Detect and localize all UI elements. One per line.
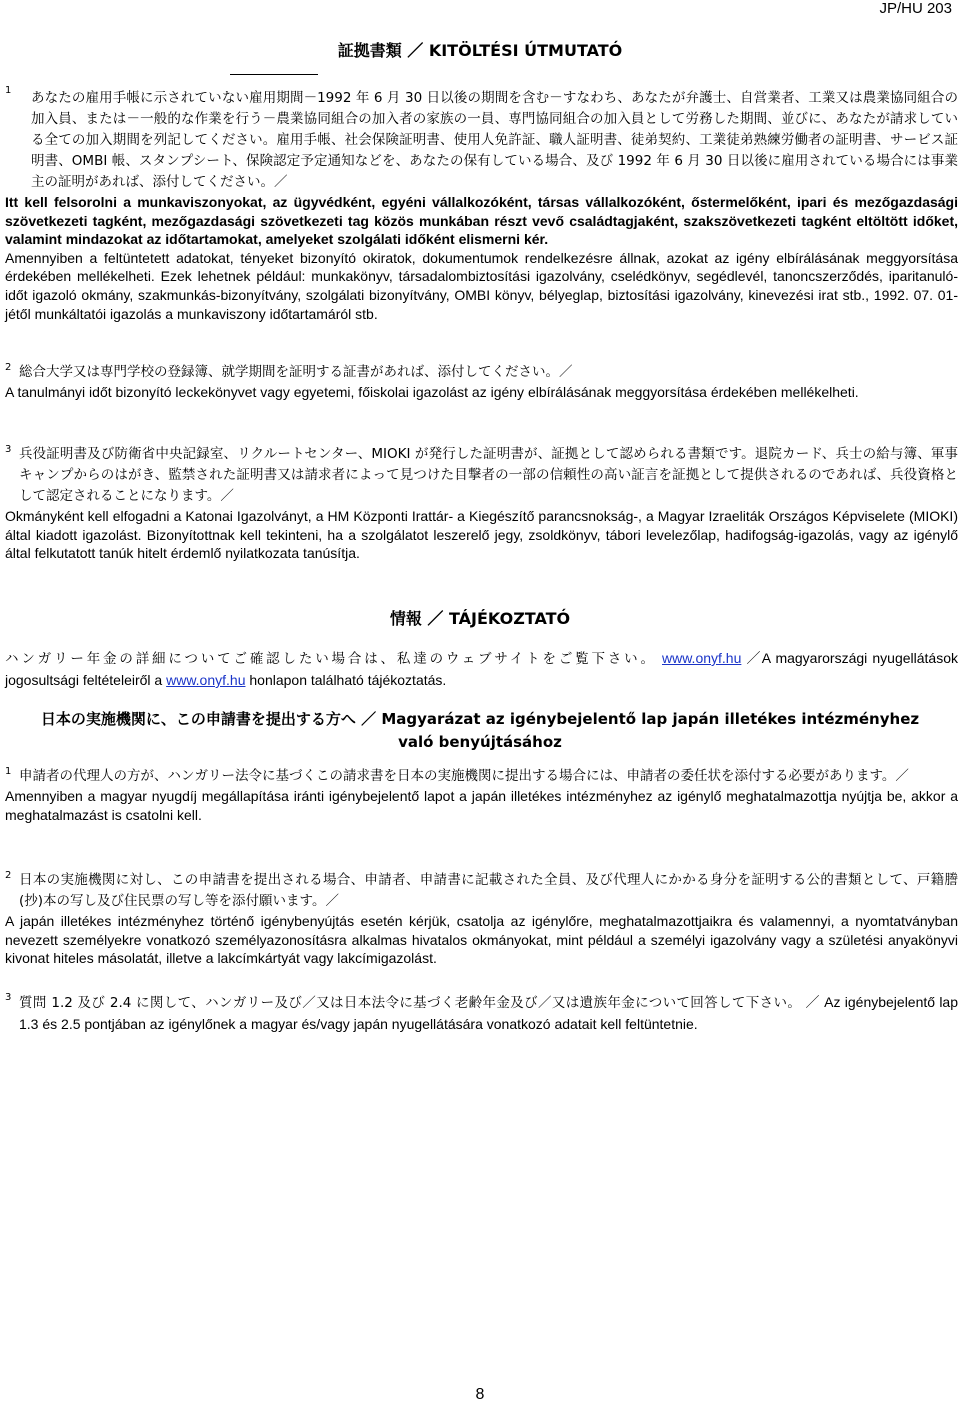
info-hu-text-a: ／A magyarországi nyugellátások jogosultsági feltételeiről a [5,650,958,688]
item-number: 3 [5,444,12,455]
page-number: 8 [475,1386,485,1403]
submission-item-1 [5,766,958,824]
evidence-title: 証拠書類 ／ KITÖLTÉSI ÚTMUTATÓ [337,41,623,60]
info-jp-text: ハンガリー年金の詳細についてご確認したい場合は、私達のウェブサイトをご覧下さい。 [5,651,657,667]
info-hu-text-b: honlapon található tájékoztatás. [245,672,447,688]
item-hu-text: Amennyiben a feltüntetett adatokat, tényeket bizonyító okiratok, dokumentumok rendelkezésre állnak, azokat az igény elbírálásának meggyorsítása érdekében mellékelheti. Ezek lehetnek például: munkakönyv, társadalombiztosítási igazolvány, cselédkönyv, segédlevél, tanoncszerződés, iparitanuló-időt igazoló okmány, szakmunkás-bizonyítvány, szolgálati bizonyítvány, OMBI könyv, bélyeglap, biztosítási igazolvány, kinevezési irat stb., 1992. 07. 01-jétől munkáltatói igazolás a munkaviszony időtartamáról stb. [5,249,958,322]
title-underline [230,74,318,75]
submission-item-3 [5,992,958,1035]
onyf-link-1[interactable]: www.onyf.hu [662,650,742,666]
submission-heading: 日本の実施機関に、この申請書を提出する方へ ／ Magyarázat az igénybejelentő lap japán illetékes intézményhez való benyújtásához [40,710,920,751]
item-hu-text: Amennyiben a magyar nyugdíj megállapítása iránti igénybejelentő lapot a japán illetékes intézményhez az igénylő meghatalmazottja nyújtja be, akkor a meghatalmazást is csatolni kell. [5,788,958,823]
item-hu-text: Okmányként kell elfogadni a Katonai Igazolványt, a HM Központi Irattár- a Kiegészítő parancsnokság-, a Magyar Izraeliták Országos Képviselete (MIOKI) által kiadott igazolást. Bizonyítottnak kell tekinteni, ha a szolgálatot leszerelő jegy, zsoldkönyv, tábori levelezőlap, hadifogság-igazolás, vagy az igénylő által felkutatott tanúk hitelt érdemlő nyilatkozata tanúsítja. [5,508,958,562]
item-jp-text: 総合大学又は専門学校の登録簿、就学期間を証明する証書があれば、添付してください。／ [19,364,573,380]
document-code: JP/HU 203 [879,0,952,17]
submission-item-2 [5,870,958,968]
item-hu-text: A japán illetékes intézményhez történő igénybenyújtás esetén kérjük, csatolja az igénylőre, meghatalmazottjaikra és valamennyi, a nyomtatványban nevezett személyekre vonatkozó személyazonosításra alkalmas hivatalos okmányokat, mint például a személyi igazolvány vagy a születési anyakönyvi kivonat hiteles másolatát, illetve a lakcímkártyát vagy lakcímigazolást. [5,913,958,967]
item-hu-text: A tanulmányi időt bizonyító leckekönyvet vagy egyetemi, főiskolai igazolást az igény elbírálásának meggyorsítása érdekében mellékelheti. [5,384,859,400]
item-jp-text: 質問 1.2 及び 2.4 に関して、ハンガリー及び／又は日本法令に基づく老齢年金及び／又は遺族年金について回答して下さい。 [19,995,802,1011]
item-jp-text: あなたの雇用手帳に示されていない雇用期間－1992 年 6 月 30 日以後の期間を含む－すなわち、あなたが弁護士、自営業者、工業又は農業協同組合の加入員、または－一般的な作業を行う－農業協同組合の加入者の家族の一員、専門協同組合の加入員として労務した期間、並びに、あなたが請求している全ての加入期間を列記してください。雇用手帳、社会保険証明書、使用人免許証、職人証明書、徒弟契約、工業徒弟熟練労働者の証明書、サービス証明書、OMBI 帳、スタンプシート、保険認定予定通知などを、あなたの保有している場合、及び 1992 年 6 月 30 日以後に雇用されている場合には事業主の証明があれば、添付してください。／ [31,90,958,190]
item-hu-bold-text: Itt kell felsorolni a munkaviszonyokat, az ügyvédként, egyéni vállalkozóként, társas vállalkozóként, őstermelőként, ipari és mezőgazdasági szövetkezeti tagként, mezőgazdasági szövetkezeti tag közös munkában részt vevő családtagjaként, szakszövetkezeti tagként eltöltött időket, valamint mindazokat az időtartamokat, amelyeket szolgálati időként elismerni kér. [5,194,958,248]
item-number: 2 [5,870,12,881]
info-paragraph [5,648,958,691]
info-title: 情報 ／ TÁJÉKOZTATÓ [389,609,571,628]
item-jp-text: 兵役証明書及び防衛省中央記録室、リクルートセンター、MIOKI が発行した証明書が、証拠として認められる書類です。退院カード、兵士の給与簿、軍事キャンプからのはがき、監禁された証明書又は請求者によって見つけた目撃者の一部の信頼性の高い証言を証拠として提供されるのであれば、兵役資格として認定されることになります。／ [19,446,958,504]
item-hu-text: ／ Az igénybejelentő lap 1.3 és 2.5 pontjában az igénylőnek a magyar és/vagy japán nyugellátására vonatkozó adatait kell feltüntetnie. [19,994,958,1032]
item-jp-text: 申請者の代理人の方が、ハンガリー法令に基づくこの請求書を日本の実施機関に提出する場合には、申請者の委任状を添付する必要があります。／ [19,768,909,784]
evidence-item-3 [5,444,958,563]
item-number: 1 [5,766,12,777]
item-number: 1 [5,85,12,96]
evidence-item-2 [5,362,958,402]
onyf-link-2[interactable]: www.onyf.hu [166,672,246,688]
item-number: 3 [5,992,12,1003]
item-number: 2 [5,362,12,373]
evidence-item-1 [5,85,958,323]
item-jp-text: 日本の実施機関に対し、この申請書を提出される場合、申請者、申請書に記載された全員、及び代理人にかかる身分を証明する公的書類として、戸籍謄(抄)本の写し及び住民票の写し等を添付願います。／ [19,872,958,909]
